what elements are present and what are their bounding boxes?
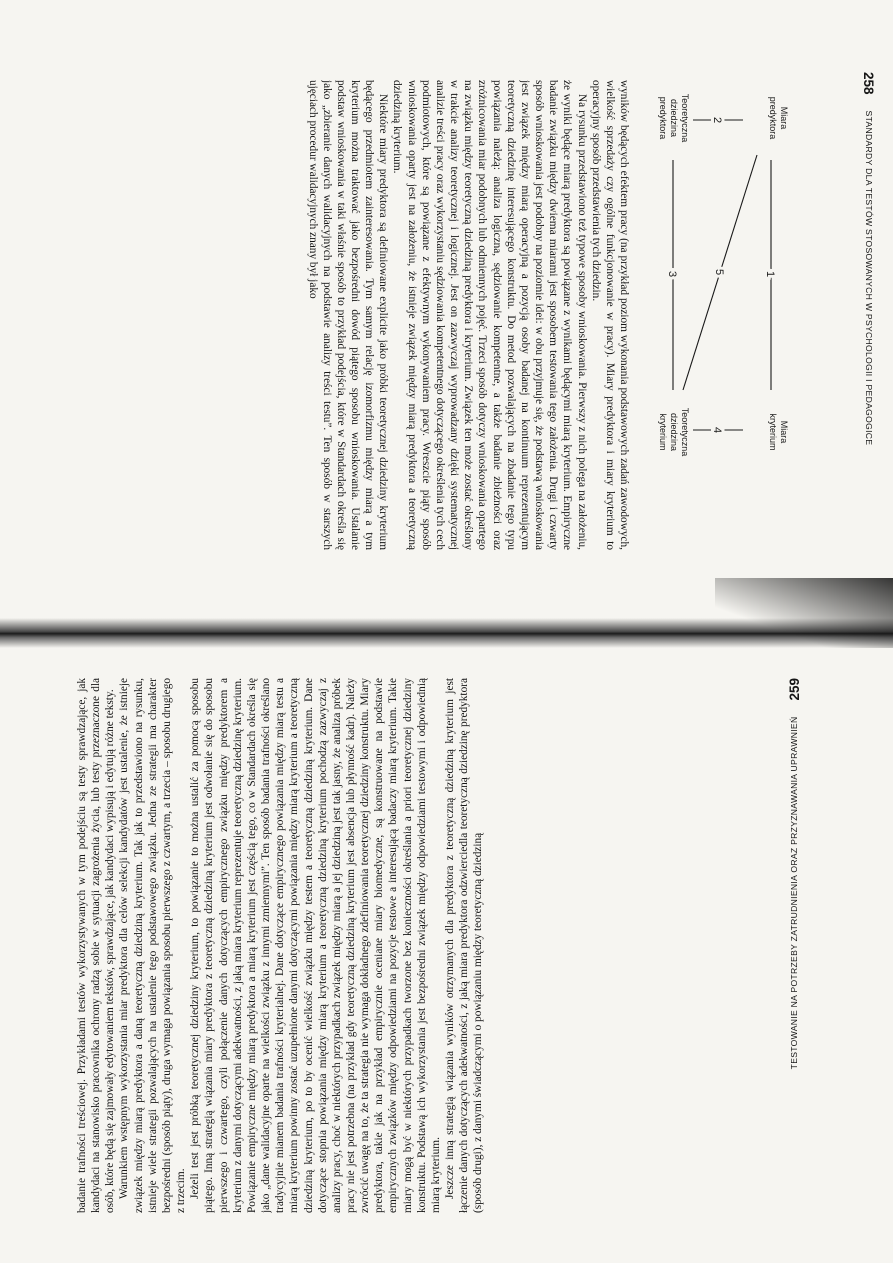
criterion-domain-label-3: kryterium <box>658 413 668 451</box>
right-paragraph-2: Warunkiem wstępnym wykorzystania miar predyktora dla celów selekcji kandydatów jest ustalenie, że istnieje związek między miarą predyktora a daną teoretyczną dziedziną kryterium. Tak jak to przedstawiono na rysunku, istnieje wiele strategii pozwalających na ustalenie tego podstawowego związku. Jedna ze strategii ma charakter bezpośredni (sposób piąty), druga wymaga powiązania sposobu pierwszego z czwartym, a trzecia – sposobu drugiego z trzecim. <box>118 678 188 1213</box>
left-page-number: 258 <box>861 72 877 95</box>
predictor-domain-label-1: Teoretyczna <box>680 93 690 143</box>
edge-label-1: 1 <box>764 270 776 278</box>
criterion-measure-label-2: kryterium <box>768 413 778 451</box>
left-running-head-title: STANDARDY DLA TESTÓW STOSOWANYCH W PSYCHOLOGII I PEDAGOGICE <box>864 110 874 446</box>
right-page-number: 259 <box>786 678 802 701</box>
left-body-text <box>21 80 631 550</box>
right-body-text <box>75 678 775 1213</box>
criterion-measure-label-1: Miara <box>779 420 789 444</box>
right-page <box>0 642 893 1263</box>
right-paragraph-3: Jeżeli test jest próbką teoretycznej dziedziny kryterium, to powiązanie to można ustalić za pomocą sposobu piątego. Inną strategią wiązania miary predyktora z teoretyczną dziedziną kryterium jest odwołanie się do sposobu pierwszego i czwartego, czyli połączenie danych dotyczących empirycznego związku między predyktorem a kryterium z danymi dotyczącymi adekwatności, z jaką miara kryterium reprezentuje teoretyczną dziedzinę kryterium. Powiązanie empiryczne między miarą predyktora a miarą kryterium jest częścią tego, co w Standardach określa się jako „dane walidacyjne oparte na wielkości związku z innymi zmiennymi”. Ten sposób badania trafności określano tradycyjnie mianem badania trafności kryterialnej. Dane dotyczące empirycznego powiązania między miarą testu a miarą kryterium powinny zostać uzupełnione danymi dotyczącymi powiązania między miarą kryterium a teoretyczną dziedziną kryterium, po to by ocenić wielkość związku między testem a teoretyczną dziedziną kryterium. Dane dotyczące stopnia powiązania między miarą kryterium a teoretyczną dziedziną kryterium pochodzą zazwyczaj z analizy pracy, choć w niektórych przypadkach związek między miarą a jej dziedziną jest tak jasny, że analiza próbek pracy nie jest potrzebna (na przykład gdy teoretyczną dziedziną kryterium jest absencja lub płynność kadr). Należy zwrócić uwagę na to, że ta strategia nie wymaga dokładnego zdefiniowania teoretycznej dziedziny konstruktu. Miary predyktora, takie jak na przykład empirycznie oceniane miary biomedyczne, są konstruowane na podstawie empirycznych związków między odpowiedziami na pozycje testowe a interesującą badaczy miarą kryterium. Takie miary mogą być w niektórych przypadkach tworzone bez konieczności określania a priori teoretycznej dziedziny konstruktu. Podstawą ich wykorzystania jest bezpośredni związek między odpowiedziami testowymi i odpowiednią miarą kryterium. <box>189 678 442 1213</box>
criterion-domain-label-2: dziedzina <box>669 412 679 452</box>
predictor-domain-label-2: dziedzina <box>669 98 679 138</box>
predictor-measure-label-2: predyktora <box>768 96 778 140</box>
right-paragraph-4: Jeszcze inną strategią wiązania wyników otrzymanych dla predyktora z teoretyczną dziedziną kryterium jest łączenie danych dotyczących adekwatności, z jaką miara predyktora odzwierciedla teoretyczną dziedzinę predyktora (sposób drugi), z danymi świadczącymi o powiązaniu między teoretyczną dziedziną <box>444 678 485 1213</box>
predictor-domain-label-3: predyktora <box>658 96 668 140</box>
right-running-head-title: TESTOWANIE NA POTRZEBY ZATRUDNIENIA ORAZ PRZYZNAWANIA UPRAWNIEŃ <box>789 716 799 1070</box>
criterion-domain-label-1: Teoretyczna <box>680 407 690 457</box>
left-paragraph-1: wyników będących efektem pracy (na przykład poziom wykonania podstawowych zadań zawodowych, wielkość sprzedaży czy ogólne funkcjonowanie w pracy). Miary predyktora i miary kryterium to operacyjny sposób przedstawienia tych dziedzin. <box>589 80 630 550</box>
edge-label-5: 5 <box>713 268 725 276</box>
validity-diagram <box>643 60 793 460</box>
left-page <box>0 0 893 600</box>
edge-label-3: 3 <box>666 270 678 278</box>
right-running-head <box>780 678 808 1208</box>
left-paragraph-3: Niektóre miary predyktora są definiowane explicite jako próbki teoretycznej dziedziny kryterium będącego przedmiotem zainteresowania. Tym samym relację izomorfizmu między miarą a tym kryterium można traktować jako bezpośredni dowód piątego sposobu wnioskowania. Ustalanie podstaw wnioskowania w taki właśnie sposób to przykład podejścia, które w Standardach określa się jako „zbieranie danych walidacyjnych na podstawie analizy treści testu”. Ten sposób w starszych ujęciach procedur walidacyjnych znany był jako <box>306 80 390 550</box>
left-paragraph-2: Na rysunku przedstawiono też typowe sposoby wnioskowania. Pierwszy z nich polega na założeniu, że wyniki będące miarą predyktora są powiązane z wynikami będącymi miarą kryterium. Empiryczne badanie związku między dwiema miarami jest sposobem testowania tego założenia. Drugi i czwarty sposób wnioskowania jest podobny na poziomie idei: w obu przyjmuje się, że podstawą wnioskowania jest związek między miarą operacyjną a pozycją osoby badanej na kontinuum reprezentującym teoretyczną dziedzinę interesującego konstruktu. Do metod pozwalających na zbadanie tego typu powiązania należą: analiza logiczna, sędziowanie kompetentne, a także badanie zbieżności oraz zróżnicowania miar podobnych lub odmiennych pojęć. Trzeci sposób dotyczy wnioskowania opartego na związku między teoretyczną dziedziną predyktora i kryterium. Związek ten może zostać określony w trakcie analizy teoretycznej i logicznej. Jest on zazwyczaj wyprowadzany dzięki systematycznej analizie treści pracy oraz wykorzystaniu sędziowania kompetentnego dotyczącego określenia tych cech podmiotowych, które są powiązane z efektywnym wykonywaniem pracy. Wreszcie piąty sposób wnioskowania oparty jest na założeniu, że istnieje związek między miarą predyktora a teoretyczną dziedziną kryterium. <box>391 80 588 550</box>
edge-label-2: 2 <box>711 116 723 124</box>
right-paragraph-1: badanie trafności treściowej. Przykładami testów wykorzystywanych w tym podejściu są testy sprawdzające, jak kandydaci na stanowisko pracownika ochrony radzą sobie w sytuacji zagrożenia życia, lub testy przeznaczone dla osób, które będą się zajmowały edytowaniem tekstów, sprawdzające, jak kandydaci wypisują i edytują różne teksty. <box>76 678 117 1213</box>
edge-label-4: 4 <box>711 426 723 434</box>
predictor-measure-label-1: Miara <box>779 106 789 130</box>
left-running-head <box>855 72 883 542</box>
